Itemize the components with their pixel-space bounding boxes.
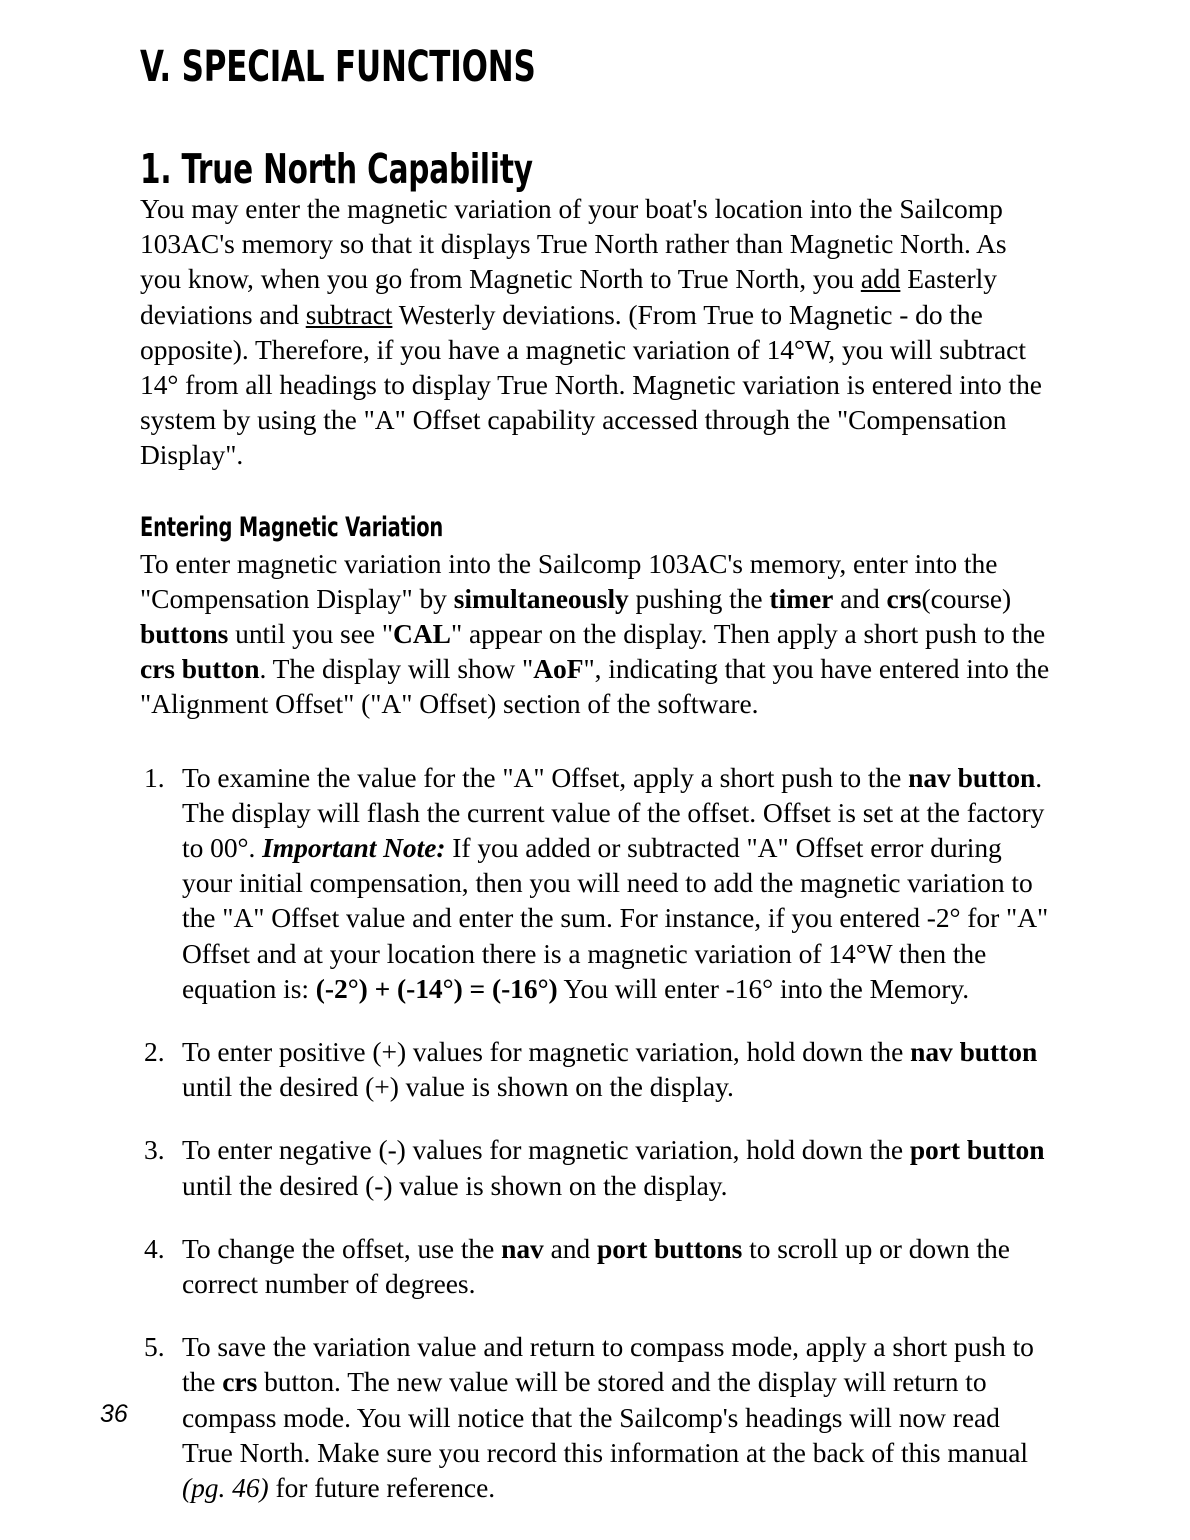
subsection-paragraph (140, 546, 1052, 722)
list-item-number: 5. (144, 1331, 165, 1363)
emphasis-crs: crs (222, 1366, 258, 1398)
emphasis-nav: nav (501, 1232, 544, 1264)
step5-text-part-2: button. The new value will be stored and the display will return to compass mode. You will notice that the Sailcomp's headings will now read True North. Make sure you record this information at the back of this manual (182, 1366, 1028, 1468)
emphasis-subtract: subtract (305, 298, 393, 330)
emphasis-simultaneously: simultaneously (453, 582, 629, 614)
sub-text-part-2: pushing the (628, 582, 770, 614)
entering-magnetic-variation-block (140, 513, 1052, 722)
step1-text-part-4: You will enter -16° into the Memory. (557, 972, 970, 1004)
sub-text-part-5: until you see " (228, 618, 394, 650)
intro-text-part-3: Westerly deviations. (From True to Magnetic - do the opposite). Therefore, if you have a magnetic variation of 14°W, you will subtract 14° from all headings to display True North. Magnetic variation is entered into the system by using the "A" Offset capability accessed through the "Compensation Display". (140, 298, 1042, 471)
emphasis-port-button: port button (909, 1134, 1045, 1166)
chapter-heading: V. SPECIAL FUNCTIONS (140, 42, 536, 92)
step4-text-part-1: To change the offset, use the (182, 1232, 502, 1264)
sub-text-part-8: ", indicating that you have entered into the "Alignment Offset" ("A" Offset) section of the software. (140, 653, 1050, 720)
section-heading: 1. True North Capability (140, 145, 533, 193)
step1-text-part-2: . The display will flash the current value of the offset. Offset is set at the factory to 00°. (182, 761, 1045, 864)
list-item (140, 1231, 1052, 1301)
list-item (140, 760, 1052, 1006)
step4-text-part-2: and (543, 1232, 597, 1264)
emphasis-page-reference: (pg. 46) (182, 1472, 269, 1504)
emphasis-add: add (860, 263, 901, 295)
emphasis-cal: CAL (393, 618, 451, 650)
list-item-number: 1. (144, 761, 165, 793)
list-item-number: 2. (144, 1036, 165, 1068)
list-item (140, 1329, 1052, 1505)
list-item (140, 1132, 1052, 1202)
emphasis-offset-equation: (-2°) + (-14°) = (-16°) (315, 972, 558, 1004)
page-number: 36 (100, 1400, 128, 1428)
emphasis-aof: AoF (533, 653, 584, 685)
step3-text-part-1: To enter negative (-) values for magnetic variation, hold down the (182, 1134, 910, 1166)
list-item-number: 3. (144, 1134, 165, 1166)
step3-text-part-2: until the desired (-) value is shown on the display. (182, 1169, 728, 1201)
subsection-heading: Entering Magnetic Variation (140, 511, 444, 543)
step1-text-part-1: To examine the value for the "A" Offset, apply a short push to the (182, 761, 909, 793)
sub-text-part-4: (course) (921, 582, 1012, 614)
list-item (140, 1034, 1052, 1104)
emphasis-crs: crs (886, 582, 922, 614)
page-content (140, 44, 1052, 1505)
sub-text-part-1: To enter magnetic variation into the Sailcomp 103AC's memory, enter into the "Compensation Display" by (140, 547, 998, 614)
step4-text-part-3: to scroll up or down the correct number of degrees. (182, 1232, 1010, 1300)
emphasis-important-note: Important Note: (262, 832, 446, 864)
emphasis-nav-button: nav button (908, 761, 1036, 793)
sub-text-part-7: . The display will show " (259, 653, 534, 685)
emphasis-port-buttons: port buttons (596, 1232, 743, 1264)
emphasis-nav-button: nav button (910, 1036, 1038, 1068)
sub-text-part-3: and (833, 582, 887, 614)
emphasis-crs-button: crs button (140, 653, 260, 685)
step2-text-part-1: To enter positive (+) values for magnetic variation, hold down the (182, 1036, 911, 1068)
step5-text-part-1: To save the variation value and return to compass mode, apply a short push to the (182, 1331, 1034, 1398)
numbered-steps-list (140, 760, 1052, 1506)
emphasis-timer: timer (769, 582, 834, 614)
emphasis-buttons: buttons (140, 618, 229, 650)
sub-text-part-6: " appear on the display. Then apply a short push to the (450, 618, 1046, 650)
intro-text-part-1: You may enter the magnetic variation of your boat's location into the Sailcomp 103AC's memory so that it displays True North rather than Magnetic North. As you know, when you go from Magnetic North to True North, you (140, 193, 1007, 295)
intro-text-part-2: Easterly deviations and (140, 263, 997, 330)
step2-text-part-2: until the desired (+) value is shown on the display. (182, 1071, 734, 1103)
step5-text-part-3: for future reference. (268, 1472, 496, 1504)
intro-paragraph (140, 191, 1052, 473)
list-item-number: 4. (144, 1232, 165, 1264)
step1-text-part-3: If you added or subtracted "A" Offset error during your initial compensation, then you will need to add the magnetic variation to the "A" Offset value and enter the sum. For instance, if you entered -2° for "A" Offset and at your location there is a magnetic variation of 14°W then the equation is: (182, 832, 1049, 1004)
